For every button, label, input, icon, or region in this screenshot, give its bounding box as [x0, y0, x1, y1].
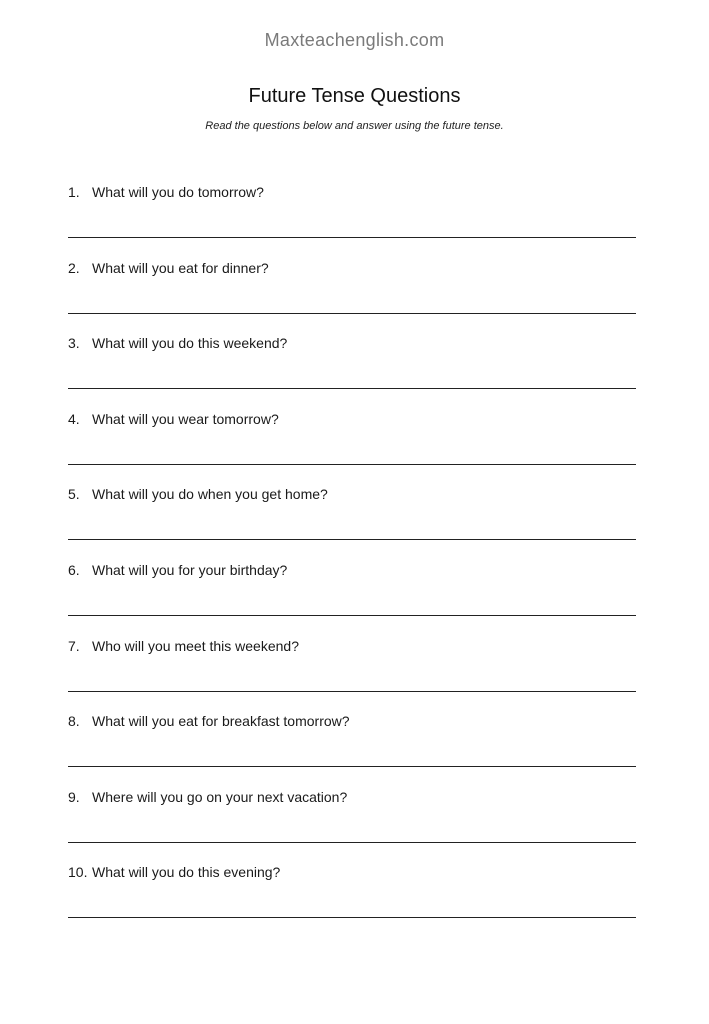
answer-line[interactable]: [68, 842, 636, 843]
question-text: What will you do this evening?: [92, 864, 281, 881]
question-item: [68, 476, 636, 552]
question-text: What will you do tomorrow?: [92, 184, 264, 200]
question-text: What will you for your birthday?: [92, 561, 288, 578]
question-item: [68, 174, 636, 250]
question-number: 6.: [68, 561, 80, 578]
question-number: 3.: [68, 335, 80, 352]
question-text: Who will you meet this weekend?: [92, 637, 299, 654]
question-number: 5.: [68, 486, 80, 503]
question-row: [68, 411, 279, 427]
answer-line[interactable]: [68, 766, 636, 767]
worksheet-title: Future Tense Questions: [248, 85, 461, 107]
question-item: [68, 703, 636, 779]
question-row: [68, 260, 269, 276]
question-number: 10.: [68, 864, 88, 881]
question-text: What will you eat for breakfast tomorrow?: [92, 713, 350, 730]
question-row: [68, 713, 350, 729]
question-row: [68, 864, 280, 880]
question-list: [68, 174, 636, 930]
site-name: Maxteachenglish.com: [264, 30, 445, 50]
question-number: 7.: [68, 637, 80, 654]
question-item: [68, 552, 636, 628]
worksheet-instructions: Read the questions below and answer using the future tense.: [205, 120, 504, 132]
question-number: 2.: [68, 259, 80, 276]
question-number: 1.: [68, 184, 80, 200]
question-number: 4.: [68, 410, 80, 427]
question-text: What will you eat for dinner?: [92, 259, 269, 276]
question-item: [68, 401, 636, 477]
question-item: [68, 854, 636, 930]
answer-line[interactable]: [68, 691, 636, 692]
answer-line[interactable]: [68, 237, 636, 238]
question-number: 8.: [68, 713, 80, 730]
answer-line[interactable]: [68, 615, 636, 616]
question-row: [68, 638, 299, 654]
answer-line[interactable]: [68, 539, 636, 540]
answer-line[interactable]: [68, 313, 636, 314]
answer-line[interactable]: [68, 388, 636, 389]
question-row: [68, 789, 347, 805]
question-row: [68, 335, 287, 351]
question-text: What will you do this weekend?: [92, 335, 288, 352]
answer-line[interactable]: [68, 917, 636, 918]
question-item: [68, 779, 636, 855]
question-item: [68, 325, 636, 401]
question-row: [68, 562, 287, 578]
question-row: [68, 486, 328, 502]
question-text: Where will you go on your next vacation?: [92, 788, 348, 805]
question-item: [68, 628, 636, 704]
question-item: [68, 250, 636, 326]
question-text: What will you wear tomorrow?: [92, 410, 279, 427]
answer-line[interactable]: [68, 464, 636, 465]
question-text: What will you do when you get home?: [92, 486, 328, 503]
question-number: 9.: [68, 788, 80, 805]
question-row: [68, 184, 264, 200]
